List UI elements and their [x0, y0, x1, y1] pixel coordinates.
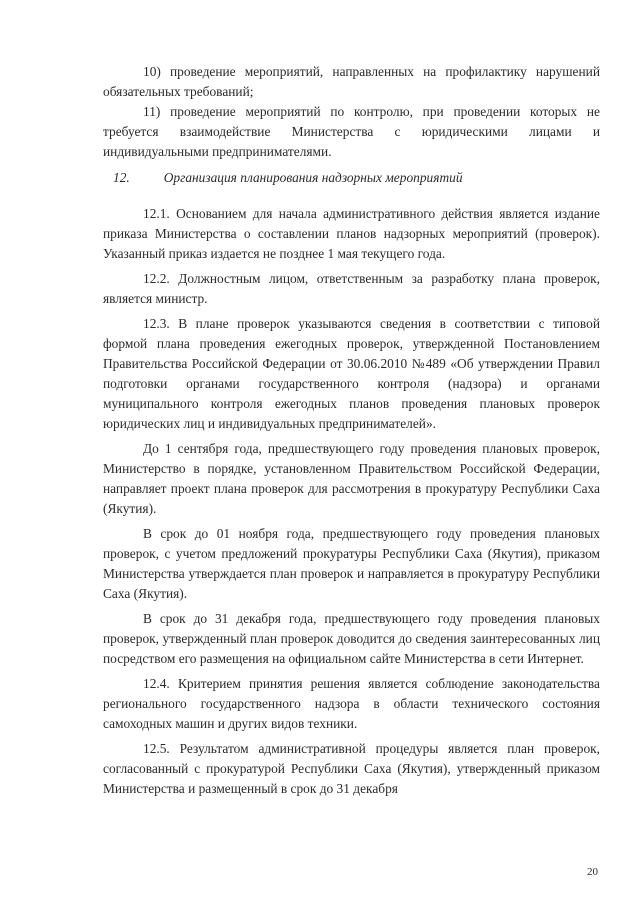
- page-number: 20: [587, 866, 598, 878]
- section-heading-title: Организация планирования надзорных мероприятий: [163, 170, 463, 185]
- paragraph-12-4: 12.4. Критерием принятия решения является соблюдение законодательства регионального государственного надзора в области технического состояния самоходных машин и других видов техники.: [103, 676, 600, 731]
- section-heading: [103, 168, 600, 188]
- section-heading-number: 12.: [113, 170, 130, 185]
- paragraph-12-1: 12.1. Основанием для начала административного действия является издание приказа Министерства о составлении планов надзорных мероприятий (проверок). Указанный приказ издается не позднее 1 мая текущего года.: [103, 206, 600, 261]
- paragraph-november: В срок до 01 ноября года, предшествующего году проведения плановых проверок, с учетом предложений прокуратуры Республики Саха (Якутия), приказом Министерства утверждается план проверок и направляется в прокуратуру Республики Саха (Якутия).: [103, 526, 600, 601]
- paragraph-december: В срок до 31 декабря года, предшествующего году проведения плановых проверок, утвержденный план проверок доводится до сведения заинтересованных лиц посредством его размещения на официальном сайте Министерства в сети Интернет.: [103, 611, 600, 666]
- paragraph-september: До 1 сентября года, предшествующего году проведения плановых проверок, Министерство в порядке, установленном Правительством Российской Федерации, направляет проект плана проверок для рассмотрения в прокуратуру Республики Саха (Якутия).: [103, 441, 600, 516]
- paragraph-12-5: 12.5. Результатом административной процедуры является план проверок, согласованный с прокуратурой Республики Саха (Якутия), утвержденный приказом Министерства и размещенный в срок до 31 декабря: [103, 741, 600, 796]
- paragraph-12-3: 12.3. В плане проверок указываются сведения в соответствии с типовой формой плана проведения ежегодных проверок, утвержденной Постановлением Правительства Российской Федерации от 30.06.2010 №489 «Об утверждении Правил подготовки органами государственного контроля (надзора) и органами муниципального контроля ежегодных планов проведения плановых проверок юридических лиц и индивидуальных предпринимателей».: [103, 316, 600, 431]
- paragraph-item-10: 10) проведение мероприятий, направленных на профилактику нарушений обязательных требований;: [103, 64, 600, 99]
- paragraph-12-2: 12.2. Должностным лицом, ответственным за разработку плана проверок, является министр.: [103, 271, 600, 306]
- paragraph-item-11: 11) проведение мероприятий по контролю, при проведении которых не требуется взаимодействие Министерства с юридическими лицами и индивидуальными предпринимателями.: [103, 104, 600, 159]
